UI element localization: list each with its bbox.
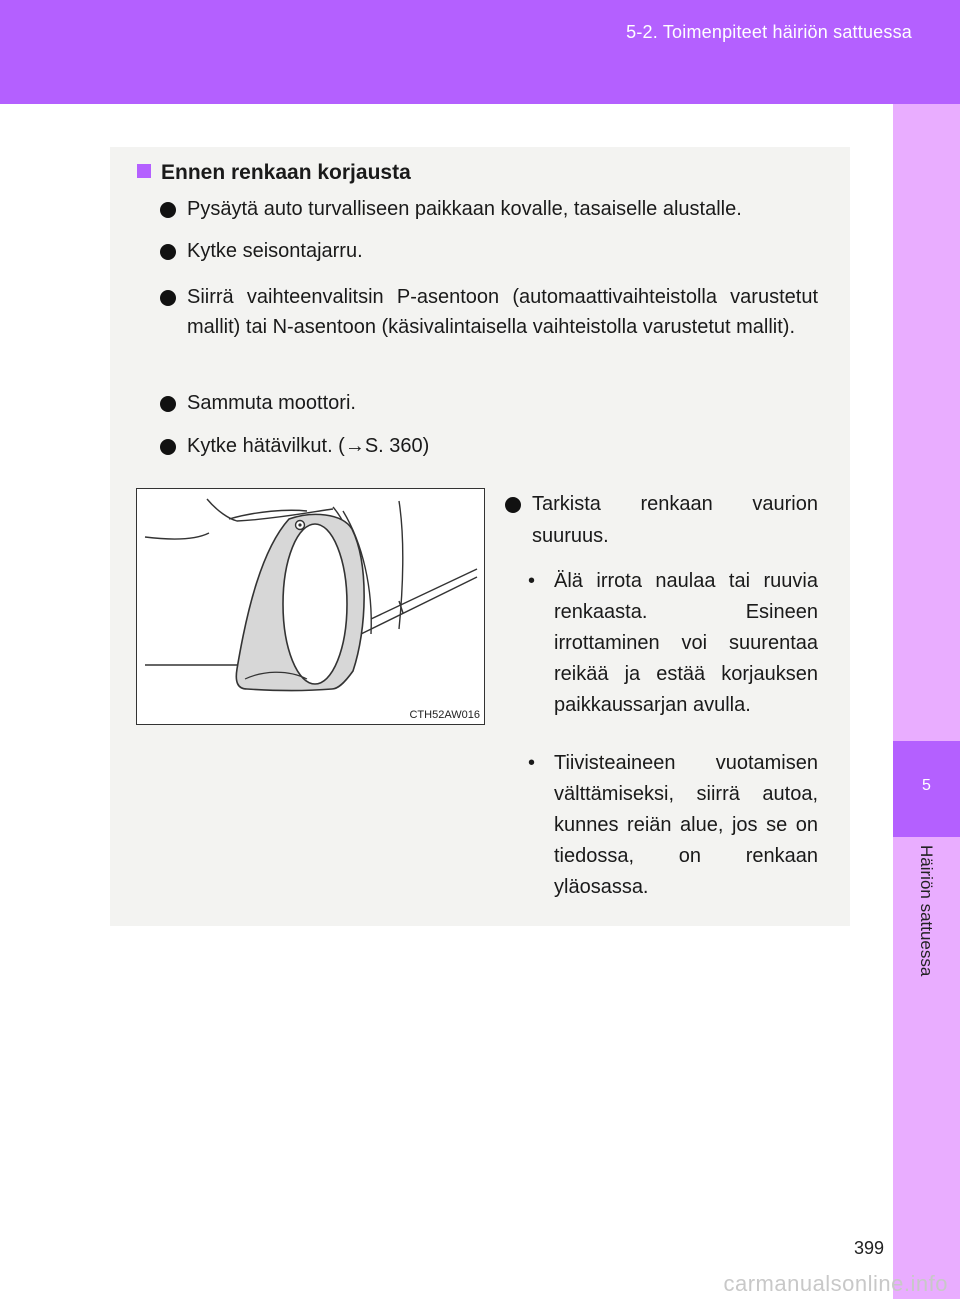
page-header [0, 0, 960, 104]
bullet-dot-icon [160, 396, 176, 412]
car-body-line [145, 533, 209, 539]
bullet-dot-icon [160, 439, 176, 455]
list-item [160, 194, 820, 224]
flat-tire-drawing [137, 489, 484, 724]
list-item [160, 431, 820, 461]
sub-bullet-mark: • [528, 570, 536, 592]
list-item-text: Siirrä vaihteenvalitsin P-asentoon (automaattivaihteistolla varustetut mallit) tai N-asentoon (käsivalintaisella vaihteistolla varustetut mallit). [187, 286, 818, 338]
chapter-tab[interactable] [893, 741, 960, 837]
sub-list-item [528, 566, 818, 721]
figure-code: CTH52AW016 [409, 709, 480, 721]
bullet-dot-icon [160, 202, 176, 218]
section-title-text: Ennen renkaan korjausta [161, 161, 411, 184]
tire-illustration [136, 488, 485, 725]
list-item-text: Kytke hätävilkut. (→S. 360) [187, 435, 430, 457]
list-item [160, 236, 820, 266]
chapter-title-vertical [893, 845, 960, 1015]
section-title [137, 161, 411, 185]
list-item-text: Pysäytä auto turvalliseen paikkaan kovalle, tasaiselle alustalle. [187, 198, 742, 220]
square-bullet-icon [137, 164, 151, 178]
sub-bullet-mark: • [528, 752, 536, 774]
chapter-number: 5 [922, 777, 931, 794]
bullet-dot-icon [160, 290, 176, 306]
watermark: carmanualsonline.info [723, 1271, 948, 1296]
list-item [160, 388, 820, 418]
rocker-line [361, 577, 477, 634]
sub-list-item-text: Tiivisteaineen vuotamisen välttämiseksi, siirrä autoa, kunnes reiän alue, jos se on tiedossa, on renkaan yläosassa. [554, 752, 818, 898]
list-item-text: Sammuta moottori. [187, 392, 356, 414]
wheel-rim [283, 524, 347, 684]
list-item-text: Tarkista renkaan vaurion suuruus. [532, 493, 818, 547]
bullet-dot-icon [505, 497, 521, 513]
list-item [505, 488, 818, 552]
section-header-title: 5-2. Toimenpiteet häiriön sattuessa [626, 22, 912, 42]
chapter-title: Häiriön sattuessa [917, 845, 936, 977]
list-item-text: Kytke seisontajarru. [187, 240, 363, 262]
rocker-line [371, 569, 477, 619]
nail-center-icon [298, 523, 301, 526]
bullet-dot-icon [160, 244, 176, 260]
sub-list-item [528, 748, 818, 903]
list-item [160, 282, 818, 342]
page-number: 399 [853, 1238, 884, 1258]
sub-list-item-text: Älä irrota naulaa tai ruuvia renkaasta. Esineen irrottaminen voi suurentaa reikää ja estää korjauksen paikkaussarjan avulla. [554, 570, 818, 716]
sidebar-tab-top [893, 104, 960, 741]
